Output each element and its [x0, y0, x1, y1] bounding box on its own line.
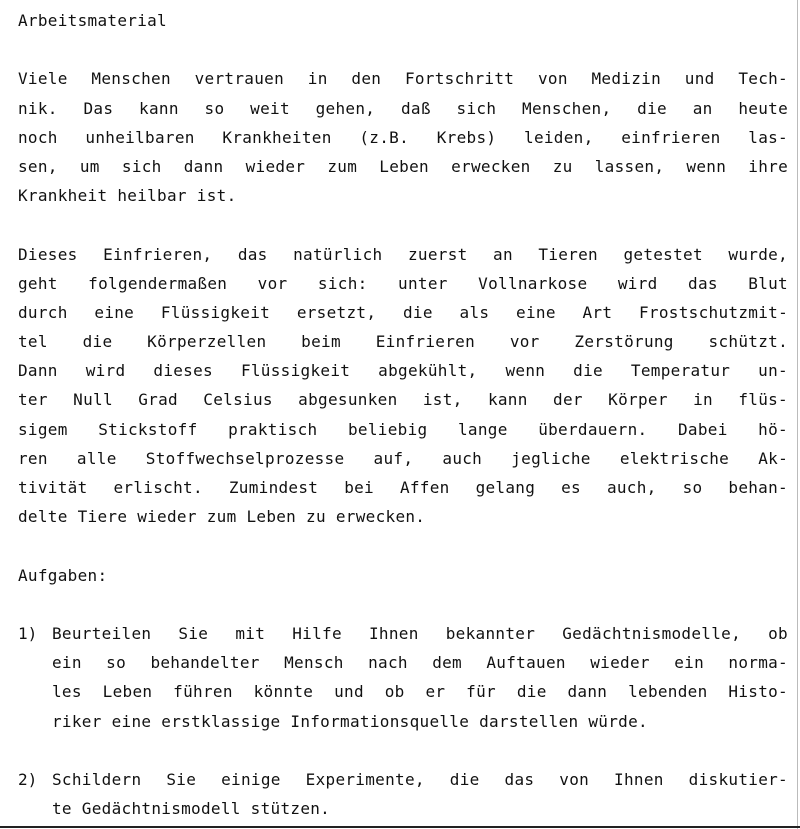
process-paragraph — [18, 240, 788, 532]
paragraph-line: Dann wird dieses Flüssigkeit abgekühlt, wenn die Temperatur un- — [18, 361, 788, 381]
paragraph-line: delte Tiere wieder zum Leben zu erwecken. — [18, 507, 426, 527]
task-line: riker eine erstklassige Informationsquelle darstellen würde. — [52, 711, 648, 731]
paragraph-line: nik. Das kann so weit gehen, daß sich Menschen, die an heute — [18, 98, 788, 118]
bottom-rule — [0, 826, 800, 828]
task-item-2 — [18, 765, 788, 823]
document-heading: Arbeitsmaterial — [18, 11, 167, 30]
task-line: Beurteilen Sie mit Hilfe Ihnen bekannter Gedächtnismodelle, ob — [52, 623, 788, 643]
tasks-heading: Aufgaben: — [18, 565, 108, 585]
paragraph-line: Dieses Einfrieren, das natürlich zuerst an Tieren getestet wurde, — [18, 244, 788, 264]
paragraph-line: sigem Stickstoff praktisch beliebig lange überdauern. Dabei hö- — [18, 419, 788, 439]
paragraph-line: Krankheit heilbar ist. — [18, 186, 237, 206]
paragraph-line: tel die Körperzellen beim Einfrieren vor Zerstörung schützt. — [18, 332, 788, 352]
page-edge-line — [797, 0, 798, 829]
task-line: Schildern Sie einige Experimente, die das von Ihnen diskutier- — [52, 769, 788, 789]
paragraph-line: noch unheilbaren Krankheiten (z.B. Krebs) leiden, einfrieren las- — [18, 127, 788, 147]
task-number: 1) — [18, 623, 38, 643]
paragraph-line: tivität erlischt. Zumindest bei Affen gelang es auch, so behan- — [18, 478, 788, 497]
paragraph-line: sen, um sich dann wieder zum Leben erwecken zu lassen, wenn ihre — [18, 156, 788, 176]
paragraph-line: geht folgendermaßen vor sich: unter Vollnarkose wird das Blut — [18, 273, 788, 293]
task-line: les Leben führen könnte und ob er für die dann lebenden Histo- — [52, 682, 788, 702]
paragraph-line: ren alle Stoffwechselprozesse auf, auch jegliche elektrische Ak- — [18, 448, 788, 468]
paragraph-line: Viele Menschen vertrauen in den Fortschritt von Medizin und Tech- — [18, 69, 788, 89]
intro-paragraph — [18, 64, 788, 210]
task-line: te Gedächtnismodell stützen. — [52, 799, 331, 819]
paragraph-line: durch eine Flüssigkeit ersetzt, die als eine Art Frostschutzmit- — [18, 302, 788, 322]
paragraph-line: ter Null Grad Celsius abgesunken ist, kann der Körper in flüs- — [18, 390, 788, 410]
task-number: 2) — [18, 769, 38, 789]
document-page — [18, 6, 788, 823]
task-item-1 — [18, 619, 788, 736]
task-line: ein so behandelter Mensch nach dem Auftauen wieder ein norma- — [52, 653, 788, 673]
